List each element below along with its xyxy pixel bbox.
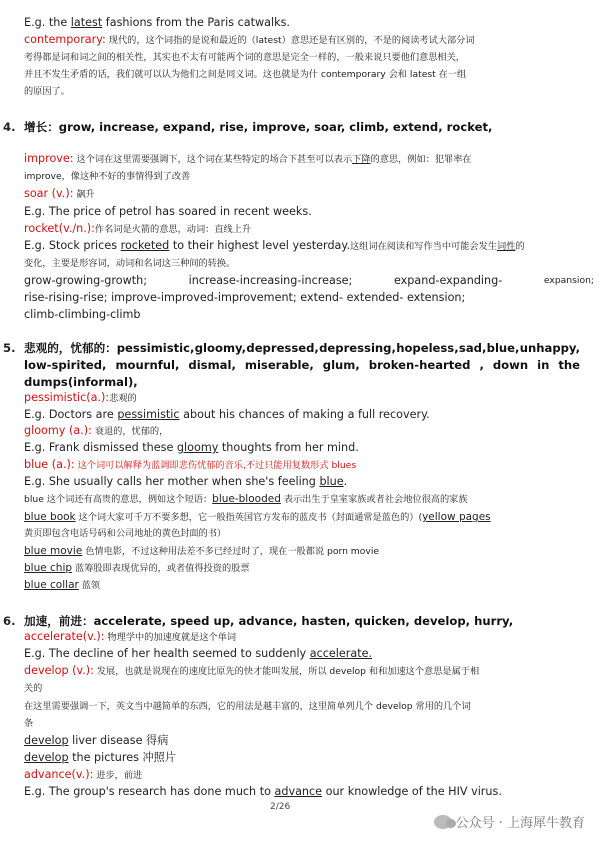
example-line: E.g. Stock prices rocketed to their highest level yesterday.这组词在阅读和写作当中可能会发生词性的 (24, 239, 525, 252)
text-line: improve: 这个词在这里需要强调下，这个词在某些特定的场合下甚至可以表示下降的意思，例如：犯罪率在 (24, 152, 472, 165)
vocab-label: soar (v.): (24, 187, 74, 200)
text-line: advance(v.): 进步，前进 (24, 768, 143, 781)
underlined-word: latest (70, 16, 103, 29)
text-line: blue movie 色情电影，不过这种用法差不多已经过时了，现在一般都说 porn movie (24, 545, 380, 557)
text-line: 条 (24, 718, 34, 729)
watermark (434, 812, 585, 831)
example-line: E.g. Doctors are pessimistic about his chances of making a full recovery. (24, 408, 430, 421)
vocab-label: advance(v.): (24, 768, 94, 781)
text-line: 在这里需要强调一下，英文当中越简单的东西，它的用法是越丰富的，这里简单列几个 develop 常用的几个词 (24, 701, 471, 712)
vocab-label: improve: (24, 152, 74, 165)
text-line: develop (v.): 发展，也就是说现在的速度比原先的快才能叫发展，所以 develop 和和加速这个意思是属于相 (24, 664, 480, 677)
text-line: blue book 这个词大家可千万不要多想，它一般指英国官方发布的蓝皮书（封面通常是蓝色的）(yellow pages (24, 511, 491, 523)
text-line: 并且不发生矛盾的话，我们就可以认为他们之间是同义词。这也就是为什 contemporary 会和 latest 在一组 (24, 69, 467, 80)
section-heading: dumps(informal), (24, 375, 138, 389)
wechat-icon (434, 815, 452, 829)
text-line: accelerate(v.): 物理学中的加速度就是这个单词 (24, 630, 237, 643)
watermark-text: 公众号 · 上海犀牛教育 (455, 816, 585, 831)
section-heading: 增长：grow, increase, expand, rise, improve, soar, climb, extend, rocket, (24, 120, 493, 134)
text-line: soar (v.): 飙升 (24, 187, 95, 200)
section-heading: 悲观的，忧郁的：pessimistic, gloomy, depressed, depressing, hopeless, sad, blue, unhappy, (24, 341, 580, 355)
example-line: E.g. She usually calls her mother when she's feeling blue. (24, 475, 348, 488)
vocab-label: accelerate(v.): (24, 630, 105, 643)
example-line: E.g. The decline of her health seemed to suddenly accelerate. (24, 647, 373, 660)
example-line: E.g. The price of petrol has soared in recent weeks. (24, 205, 312, 218)
vocab-label: rocket(v./n.): (24, 222, 95, 235)
example-line: E.g. Frank dismissed these gloomy thoughts from her mind. (24, 441, 359, 454)
text-line: 黄页即包含电话号码和公司地址的黄色封面的书） (24, 528, 227, 539)
vocab-label: develop (v.): (24, 664, 94, 677)
section-heading: 加速，前进：accelerate, speed up, advance, hasten, quicken, develop, hurry, (24, 614, 514, 628)
word-forms-row: rise-rising-rise; improve-improved-improvement; extend- extended- extension; (24, 291, 466, 304)
text-line: gloomy (a.): 衰退的，忧郁的， (24, 424, 169, 437)
vocab-label: pessimistic(a.): (24, 391, 110, 404)
section-number: 4. (3, 120, 16, 134)
text-line: 关的 (24, 683, 43, 694)
page-number: 2/26 (270, 802, 291, 812)
text-line: develop liver disease 得病 (24, 734, 169, 747)
vocab-label: blue (a.): (24, 458, 75, 471)
text-line: blue collar 蓝领 (24, 579, 101, 591)
text-line: develop the pictures 冲照片 (24, 751, 177, 764)
text-line: 的原因了。 (24, 86, 70, 97)
text-line: blue 这个词还有高贵的意思，例如这个短语：blue-blooded 表示出生于皇室家族或者社会地位很高的家族 (24, 493, 468, 505)
text-line: 考得都是词和词之间的相关性，其实也不太有可能两个词的意思是完全一样的，一般来说只要他们意思相关， (24, 52, 465, 63)
section-number: 6. (3, 614, 16, 628)
text-line: E.g. the latest fashions from the Paris catwalks. (24, 16, 290, 29)
text-line: rocket(v./n.):作名词是火箭的意思，动词：直线上升 (24, 222, 252, 235)
text-line: improve，像这种不好的事情得到了改善 (24, 171, 191, 182)
text-line: blue (a.): 这个词可以解释为蓝调即悲伤忧郁的音乐,不过只能用复数形式 blues (24, 458, 357, 471)
text-line: blue chip 蓝筹股即表现优异的，或者值得投资的股票 (24, 562, 250, 574)
word-forms-row: climb-climbing-climb (24, 308, 141, 321)
section-number: 5. (3, 341, 16, 355)
text-line: pessimistic(a.):悲观的 (24, 391, 137, 404)
vocab-label: contemporary: (24, 33, 106, 46)
text-line: 变化，主要是形容词，动词和名词这三种间的转换。 (24, 258, 236, 269)
section-heading: low-spirited, mournful, dismal, miserable, glum, broken-hearted , down in the (24, 358, 580, 372)
vocab-label: gloomy (a.): (24, 424, 92, 437)
word-forms-row: grow-growing-growth; increase-increasing-increase; expand-expanding- expansion; (24, 274, 594, 287)
example-line: E.g. The group's research has done much to advance our knowledge of the HIV virus. (24, 785, 502, 798)
text-line: contemporary: 现代的，这个词指的是说和最近的（latest）意思还是有区别的，不是的阅读考试大部分词 (24, 33, 475, 46)
